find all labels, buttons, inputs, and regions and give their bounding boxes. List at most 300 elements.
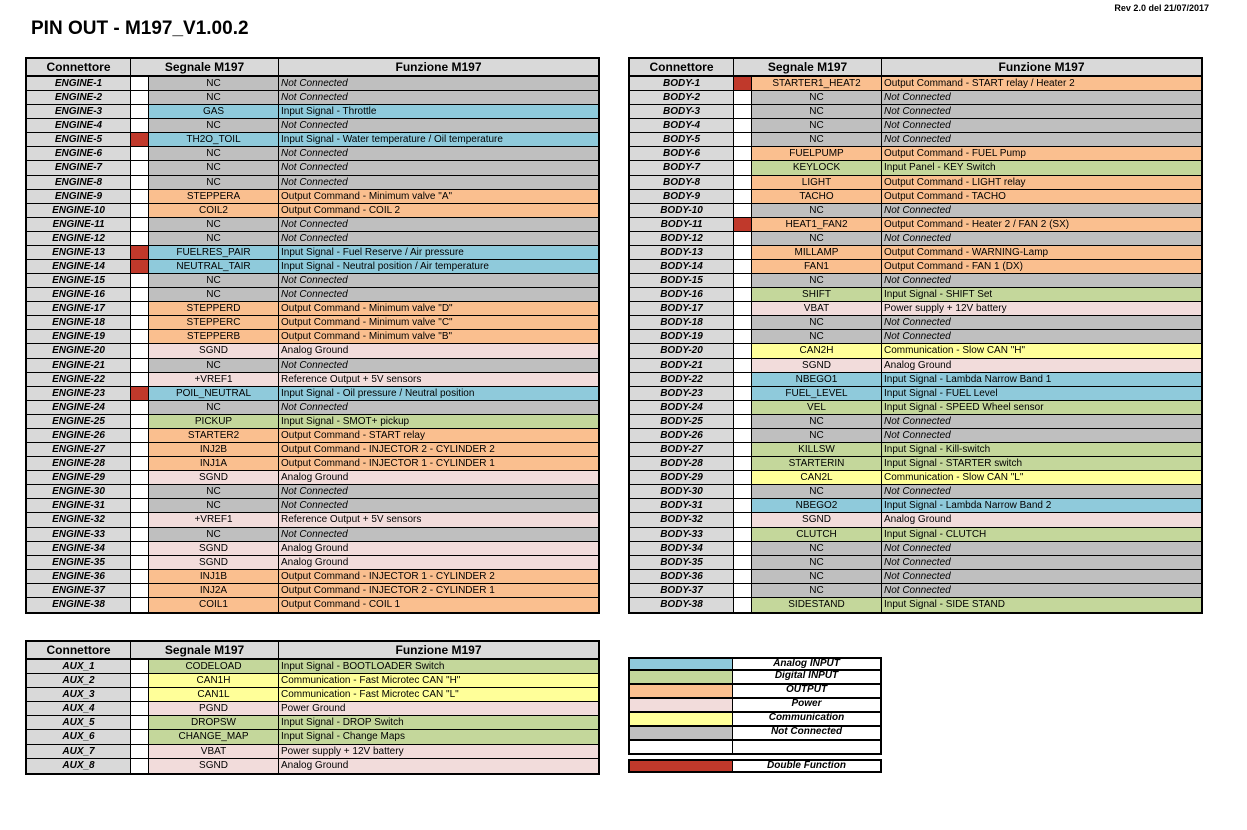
signal-cell: STEPPERB [149,330,279,343]
marker-cell [131,330,149,343]
table-row [27,485,598,499]
function-cell: Output Command - Minimum valve "A" [279,190,598,203]
table-row [630,359,1201,373]
function-cell: Output Command - FUEL Pump [882,147,1201,160]
signal-cell: NC [149,218,279,231]
function-cell: Not Connected [882,119,1201,132]
pin-cell: BODY-2 [630,91,734,104]
pin-cell: ENGINE-1 [27,77,131,90]
marker-cell [131,344,149,357]
pin-cell: ENGINE-5 [27,133,131,146]
function-cell: Reference Output + 5V sensors [279,373,598,386]
table-row [630,415,1201,429]
table-row [27,316,598,330]
function-cell: Output Command - START relay [279,429,598,442]
signal-cell: SGND [752,513,882,526]
table-row [27,598,598,612]
table-row [27,387,598,401]
pin-cell: AUX_4 [27,702,131,715]
table-row [630,429,1201,443]
table-row [27,302,598,316]
signal-cell: +VREF1 [149,513,279,526]
marker-cell [131,660,149,673]
legend-item [628,671,882,685]
marker-cell [734,204,752,217]
legend-label: Communication [733,713,882,727]
signal-cell: NC [752,330,882,343]
table-row [27,344,598,358]
table-row [27,457,598,471]
function-cell: Output Command - Minimum valve "B" [279,330,598,343]
marker-cell [131,373,149,386]
marker-cell [131,716,149,729]
table-row [27,513,598,527]
pin-cell: AUX_7 [27,745,131,758]
header-connector: Connettore [27,59,131,75]
signal-cell: NC [752,119,882,132]
function-cell: Input Signal - SPEED Wheel sensor [882,401,1201,414]
signal-cell: MILLAMP [752,246,882,259]
function-cell: Not Connected [279,77,598,90]
table-row [630,232,1201,246]
marker-cell [734,302,752,315]
signal-cell: STARTER1_HEAT2 [752,77,882,90]
page-title: PIN OUT - M197_V1.00.2 [31,18,249,39]
table-row [630,105,1201,119]
pin-cell: ENGINE-29 [27,471,131,484]
pin-cell: ENGINE-6 [27,147,131,160]
signal-cell: NC [752,584,882,597]
pin-cell: BODY-31 [630,499,734,512]
signal-cell: KILLSW [752,443,882,456]
marker-cell [734,246,752,259]
table-row [630,513,1201,527]
legend-label: Analog INPUT [733,657,882,671]
pin-cell: BODY-10 [630,204,734,217]
pin-cell: ENGINE-36 [27,570,131,583]
table-row [27,190,598,204]
pin-cell: ENGINE-16 [27,288,131,301]
function-cell: Input Panel - KEY Switch [882,161,1201,174]
function-cell: Input Signal - Oil pressure / Neutral position [279,387,598,400]
function-cell: Not Connected [279,176,598,189]
marker-cell [131,584,149,597]
function-cell: Not Connected [882,133,1201,146]
table-row [27,260,598,274]
signal-cell: FUEL_LEVEL [752,387,882,400]
function-cell: Not Connected [279,161,598,174]
marker-cell [131,147,149,160]
pin-cell: ENGINE-25 [27,415,131,428]
table-row [27,119,598,133]
marker-cell [131,401,149,414]
marker-cell [131,204,149,217]
marker-cell [131,485,149,498]
function-cell: Input Signal - FUEL Level [882,387,1201,400]
pin-cell: ENGINE-21 [27,359,131,372]
legend-item [628,685,882,699]
pin-cell: AUX_3 [27,688,131,701]
function-cell: Output Command - WARNING-Lamp [882,246,1201,259]
function-cell: Input Signal - SIDE STAND [882,598,1201,612]
table-row [630,260,1201,274]
signal-cell: STARTER2 [149,429,279,442]
table-row [630,556,1201,570]
table-row [27,429,598,443]
function-cell: Input Signal - SMOT+ pickup [279,415,598,428]
marker-cell [734,485,752,498]
function-cell: Not Connected [279,288,598,301]
pin-cell: BODY-11 [630,218,734,231]
function-cell: Analog Ground [279,471,598,484]
table-row [630,330,1201,344]
signal-cell: NC [752,204,882,217]
pin-cell: BODY-30 [630,485,734,498]
marker-cell [734,316,752,329]
marker-cell [734,147,752,160]
function-cell: Analog Ground [279,556,598,569]
marker-cell [131,688,149,701]
table-row [27,759,598,773]
signal-cell: NC [149,77,279,90]
function-cell: Analog Ground [882,513,1201,526]
marker-cell [734,232,752,245]
double-function-marker [734,77,752,90]
marker-cell [734,119,752,132]
signal-cell: STEPPERA [149,190,279,203]
function-cell: Input Signal - BOOTLOADER Switch [279,660,598,673]
pin-cell: BODY-8 [630,176,734,189]
signal-cell: CAN1L [149,688,279,701]
signal-cell: NC [752,570,882,583]
marker-cell [131,429,149,442]
pin-cell: BODY-34 [630,542,734,555]
function-cell: Input Signal - SHIFT Set [882,288,1201,301]
legend-item [628,741,882,755]
marker-cell [131,471,149,484]
marker-cell [131,274,149,287]
pin-cell: BODY-12 [630,232,734,245]
table-row [27,443,598,457]
header-function: Funzione M197 [395,643,482,657]
function-cell: Not Connected [279,147,598,160]
marker-cell [734,105,752,118]
table-row [630,584,1201,598]
function-cell: Output Command - COIL 2 [279,204,598,217]
signal-cell: NC [149,401,279,414]
function-cell: Not Connected [279,218,598,231]
signal-cell: FUELRES_PAIR [149,246,279,259]
legend-label: Digital INPUT [733,671,882,685]
marker-cell [734,598,752,612]
table-row [630,499,1201,513]
legend-swatch [628,671,733,685]
marker-cell [131,91,149,104]
pin-cell: ENGINE-11 [27,218,131,231]
marker-cell [734,330,752,343]
function-cell: Not Connected [882,316,1201,329]
function-cell: Analog Ground [882,359,1201,372]
marker-cell [131,288,149,301]
function-cell: Not Connected [882,429,1201,442]
table-row [27,730,598,744]
marker-cell [734,190,752,203]
function-cell: Not Connected [882,204,1201,217]
function-cell: Input Signal - Kill-switch [882,443,1201,456]
table-row [27,745,598,759]
signal-cell: PGND [149,702,279,715]
pin-cell: BODY-22 [630,373,734,386]
signal-cell: NBEGO2 [752,499,882,512]
function-cell: Not Connected [279,119,598,132]
pin-cell: BODY-27 [630,443,734,456]
revision-label: Rev 2.0 del 21/07/2017 [1114,3,1209,13]
table-row [27,147,598,161]
pin-cell: BODY-29 [630,471,734,484]
signal-cell: TH2O_TOIL [149,133,279,146]
signal-cell: GAS [149,105,279,118]
function-cell: Input Signal - Water temperature / Oil temperature [279,133,598,146]
signal-cell: SHIFT [752,288,882,301]
signal-cell: NC [149,91,279,104]
signal-cell: NC [149,528,279,541]
function-cell: Input Signal - Lambda Narrow Band 1 [882,373,1201,386]
signal-cell: CAN2L [752,471,882,484]
table-row [630,471,1201,485]
signal-cell: NC [752,316,882,329]
marker-cell [131,513,149,526]
pin-cell: AUX_8 [27,759,131,773]
pin-cell: ENGINE-13 [27,246,131,259]
function-cell: Not Connected [279,528,598,541]
signal-cell: STARTERIN [752,457,882,470]
table-row [630,401,1201,415]
pin-cell: BODY-5 [630,133,734,146]
pin-cell: BODY-32 [630,513,734,526]
pin-cell: ENGINE-23 [27,387,131,400]
table-row [27,204,598,218]
header-connector: Connettore [630,59,734,75]
marker-cell [131,556,149,569]
table-row [630,77,1201,91]
marker-cell [734,499,752,512]
marker-cell [131,359,149,372]
legend-label [733,741,882,755]
pin-cell: BODY-33 [630,528,734,541]
legend-item [628,657,882,671]
marker-cell [131,176,149,189]
table-row [27,232,598,246]
function-cell: Input Signal - DROP Switch [279,716,598,729]
signal-cell: CLUTCH [752,528,882,541]
pin-cell: ENGINE-30 [27,485,131,498]
marker-cell [131,443,149,456]
table-row [27,415,598,429]
signal-cell: INJ1A [149,457,279,470]
pin-cell: ENGINE-9 [27,190,131,203]
marker-cell [734,513,752,526]
pin-cell: ENGINE-15 [27,274,131,287]
function-cell: Communication - Slow CAN "L" [882,471,1201,484]
legend-swatch [628,657,733,671]
pin-cell: BODY-21 [630,359,734,372]
table-row [630,274,1201,288]
marker-cell [734,401,752,414]
function-cell: Not Connected [279,401,598,414]
function-cell: Not Connected [279,274,598,287]
marker-cell [734,176,752,189]
signal-cell: NC [149,485,279,498]
function-cell: Analog Ground [279,542,598,555]
marker-cell [131,218,149,231]
signal-cell: NC [752,105,882,118]
function-cell: Input Signal - CLUTCH [882,528,1201,541]
body-connector-table [628,57,1203,614]
pin-cell: AUX_2 [27,674,131,687]
function-cell: Not Connected [882,570,1201,583]
marker-cell [734,528,752,541]
table-row [27,176,598,190]
double-function-marker [131,133,149,146]
signal-cell: NC [752,556,882,569]
function-cell: Not Connected [882,415,1201,428]
function-cell: Output Command - Heater 2 / FAN 2 (SX) [882,218,1201,231]
pin-cell: ENGINE-20 [27,344,131,357]
legend-label: Not Connected [733,727,882,741]
table-row [27,660,598,674]
legend-swatch [628,741,733,755]
double-function-marker [131,260,149,273]
pin-cell: ENGINE-38 [27,598,131,612]
table-row [27,528,598,542]
table-row [630,457,1201,471]
pin-cell: ENGINE-4 [27,119,131,132]
pin-cell: ENGINE-34 [27,542,131,555]
function-cell: Input Signal - STARTER switch [882,457,1201,470]
marker-cell [734,542,752,555]
signal-cell: TACHO [752,190,882,203]
pin-cell: BODY-4 [630,119,734,132]
function-cell: Power Ground [279,702,598,715]
function-cell: Output Command - COIL 1 [279,598,598,612]
marker-cell [131,457,149,470]
signal-cell: NC [752,232,882,245]
function-cell: Communication - Slow CAN "H" [882,344,1201,357]
function-cell: Not Connected [882,556,1201,569]
pin-cell: ENGINE-8 [27,176,131,189]
double-function-marker [734,218,752,231]
table-row [27,288,598,302]
legend-item [628,759,882,773]
signal-cell: STEPPERC [149,316,279,329]
table-header [27,642,598,660]
table-row [27,556,598,570]
pin-cell: ENGINE-18 [27,316,131,329]
function-cell: Not Connected [882,274,1201,287]
function-cell: Not Connected [279,232,598,245]
signal-cell: SIDESTAND [752,598,882,612]
marker-cell [734,373,752,386]
table-row [630,302,1201,316]
marker-cell [131,542,149,555]
signal-cell: NC [752,485,882,498]
signal-cell: COIL2 [149,204,279,217]
marker-cell [734,415,752,428]
pin-cell: BODY-28 [630,457,734,470]
table-row [630,190,1201,204]
marker-cell [734,133,752,146]
table-row [630,218,1201,232]
table-row [27,716,598,730]
signal-cell: CODELOAD [149,660,279,673]
pin-cell: ENGINE-22 [27,373,131,386]
table-row [27,584,598,598]
table-row [630,344,1201,358]
function-cell: Power supply + 12V battery [882,302,1201,315]
table-row [630,542,1201,556]
pin-cell: AUX_5 [27,716,131,729]
pin-cell: AUX_1 [27,660,131,673]
marker-cell [131,415,149,428]
pin-cell: BODY-36 [630,570,734,583]
marker-cell [734,274,752,287]
signal-cell: NC [149,176,279,189]
pin-cell: BODY-38 [630,598,734,612]
pin-cell: BODY-25 [630,415,734,428]
function-cell: Output Command - INJECTOR 1 - CYLINDER 1 [279,457,598,470]
table-row [630,91,1201,105]
marker-cell [131,730,149,743]
pin-cell: BODY-23 [630,387,734,400]
legend-swatch [628,727,733,741]
table-row [630,204,1201,218]
table-row [27,161,598,175]
function-cell: Not Connected [279,91,598,104]
pin-cell: ENGINE-14 [27,260,131,273]
signal-cell: VBAT [752,302,882,315]
function-cell: Power supply + 12V battery [279,745,598,758]
pin-cell: ENGINE-19 [27,330,131,343]
signal-cell: NC [149,119,279,132]
signal-cell: NC [752,274,882,287]
function-cell: Input Signal - Fuel Reserve / Air pressure [279,246,598,259]
marker-cell [131,119,149,132]
signal-cell: INJ2A [149,584,279,597]
marker-cell [131,232,149,245]
header-signal: Segnale M197 [734,59,882,75]
marker-cell [734,91,752,104]
function-cell: Communication - Fast Microtec CAN "H" [279,674,598,687]
function-cell: Output Command - Minimum valve "C" [279,316,598,329]
legend-label: OUTPUT [733,685,882,699]
table-row [27,133,598,147]
signal-cell: PICKUP [149,415,279,428]
signal-cell: +VREF1 [149,373,279,386]
marker-cell [734,556,752,569]
table-row [27,674,598,688]
table-row [27,401,598,415]
table-row [27,688,598,702]
header-function: Funzione M197 [395,60,482,74]
signal-cell: STEPPERD [149,302,279,315]
function-cell: Not Connected [882,91,1201,104]
pin-cell: ENGINE-31 [27,499,131,512]
function-cell: Input Signal - Lambda Narrow Band 2 [882,499,1201,512]
color-legend [628,657,882,773]
table-row [27,330,598,344]
signal-cell: CHANGE_MAP [149,730,279,743]
function-cell: Input Signal - Neutral position / Air temperature [279,260,598,273]
